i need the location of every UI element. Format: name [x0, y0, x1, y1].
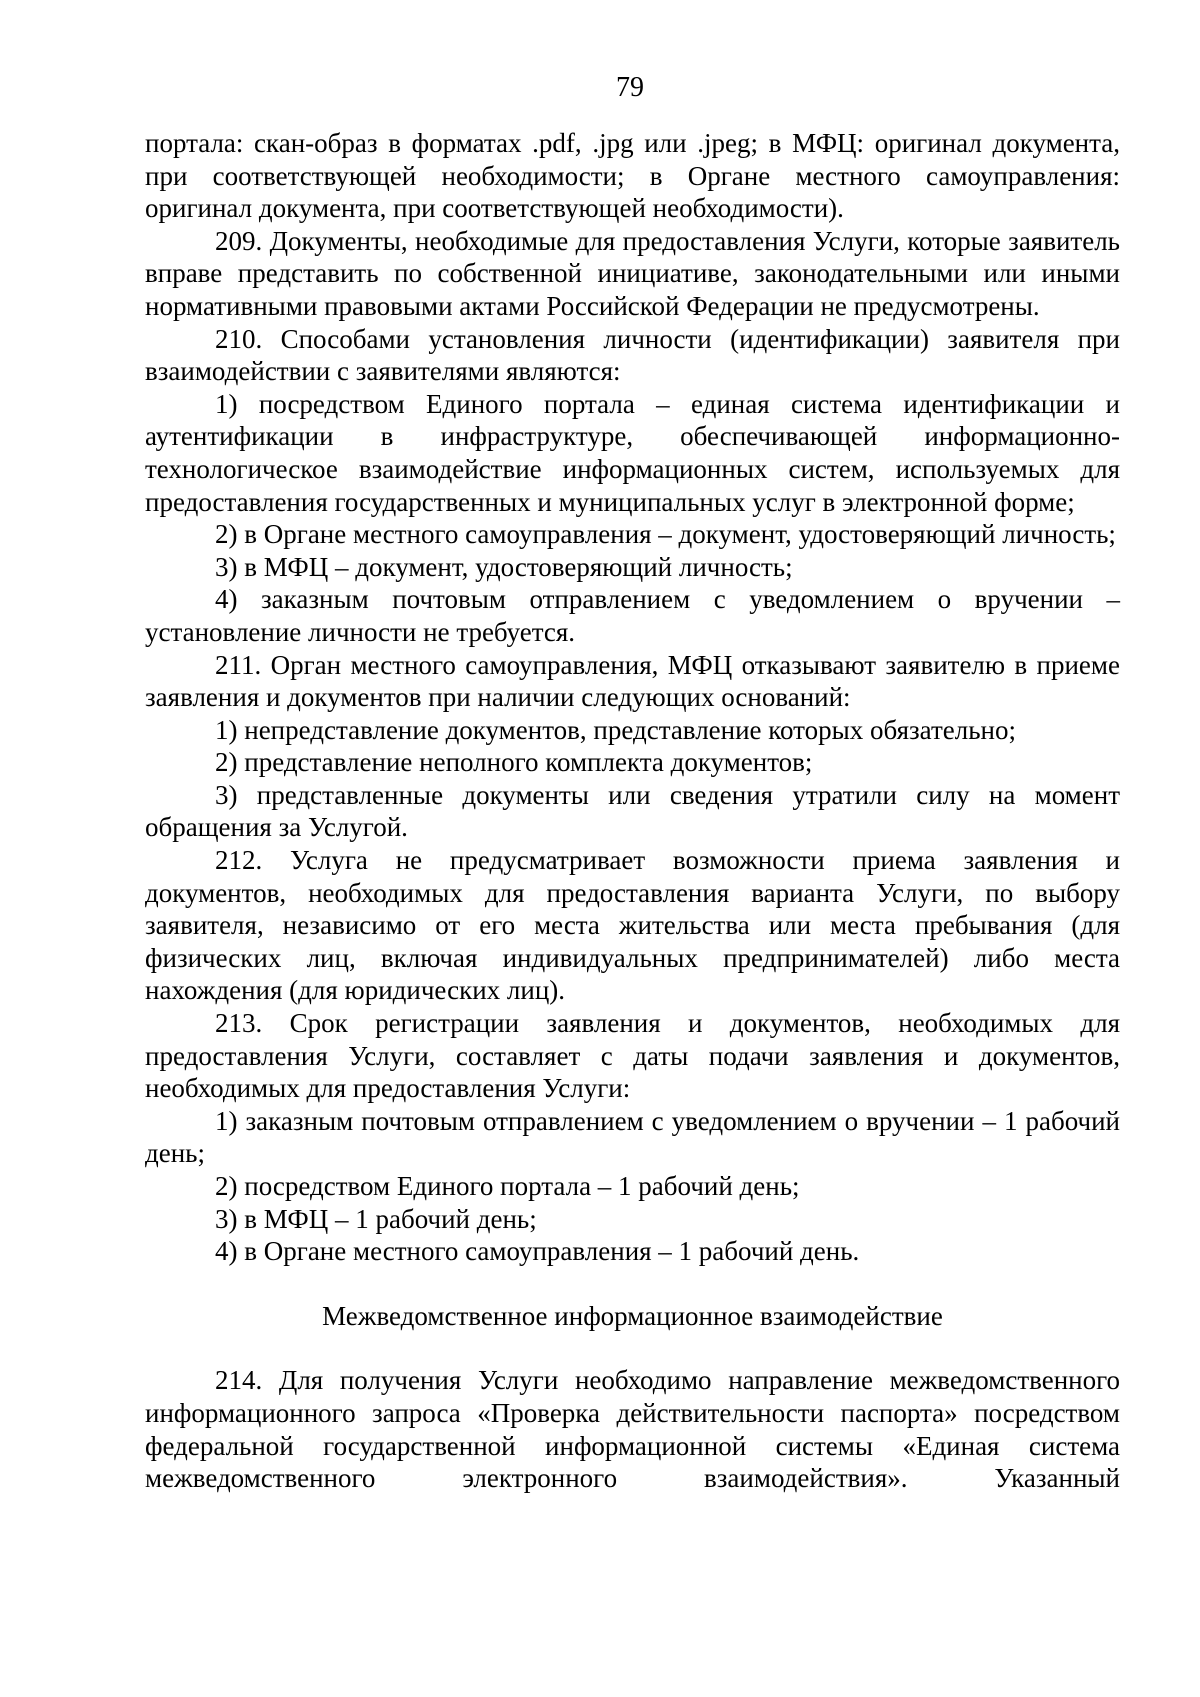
- paragraph-continuation: портала: скан-образ в форматах .pdf, .jpg или .jpeg; в МФЦ: оригинал документа, при соответствующей необходимости; в Органе местного самоуправления: оригинал документа, при соответствующей необходимости).: [145, 128, 1120, 224]
- list-item-210-4: 4) заказным почтовым отправлением с уведомлением о вручении – установление личности не требуется.: [145, 584, 1120, 647]
- list-item-210-1: 1) посредством Единого портала – единая система идентификации и аутентификации в инфраструктуре, обеспечивающей информационно-технологическое взаимодействие информационных систем, используемых для предоставления государственных и муниципальных услуг в электронной форме;: [145, 388, 1120, 517]
- list-item-210-2: 2) в Органе местного самоуправления – документ, удостоверяющий личность;: [215, 519, 1116, 550]
- list-item-211-2: 2) представление неполного комплекта документов;: [215, 747, 813, 778]
- paragraph-209: 209. Документы, необходимые для предоставления Услуги, которые заявитель вправе представить по собственной инициативе, законодательными или иными нормативными правовыми актами Российской Федерации не предусмотрены.: [145, 225, 1120, 321]
- list-item-213-1: 1) заказным почтовым отправлением с уведомлением о вручении – 1 рабочий день;: [145, 1105, 1120, 1169]
- paragraph-214: 214. Для получения Услуги необходимо направление межведомственного информационного запроса «Проверка действительности паспорта» посредством федеральной государственной информационной системы «Единая система межведомственного электронного взаимодействия». Указанный: [145, 1365, 1120, 1494]
- paragraph-210: 210. Способами установления личности (идентификации) заявителя при взаимодействии с заявителями являются:: [145, 323, 1120, 387]
- paragraph-211: 211. Орган местного самоуправления, МФЦ отказывают заявителю в приеме заявления и документов при наличии следующих оснований:: [145, 649, 1120, 713]
- list-item-210-3: 3) в МФЦ – документ, удостоверяющий личность;: [215, 551, 793, 582]
- document-body: [145, 127, 1120, 1495]
- section-heading: Межведомственное информационное взаимодействие: [322, 1300, 943, 1331]
- paragraph-212: 212. Услуга не предусматривает возможности приема заявления и документов, необходимых для предоставления варианта Услуги, по выбору заявителя, независимо от его места жительства или места пребывания (для физических лиц, включая индивидуальных предпринимателей) либо места нахождения (для юридических лиц).: [145, 845, 1120, 1006]
- list-item-211-1: 1) непредставление документов, представление которых обязательно;: [215, 714, 1016, 745]
- list-item-213-2: 2) посредством Единого портала – 1 рабочий день;: [215, 1171, 800, 1201]
- list-item-211-3: 3) представленные документы или сведения утратили силу на момент обращения за Услугой.: [145, 779, 1120, 843]
- page-number: 79: [616, 72, 644, 103]
- list-item-213-4: 4) в Органе местного самоуправления – 1 рабочий день.: [215, 1236, 860, 1267]
- list-item-213-3: 3) в МФЦ – 1 рабочий день;: [215, 1203, 537, 1234]
- paragraph-213: 213. Срок регистрации заявления и документов, необходимых для предоставления Услуги, составляет с даты подачи заявления и документов, необходимых для предоставления Услуги:: [145, 1008, 1120, 1104]
